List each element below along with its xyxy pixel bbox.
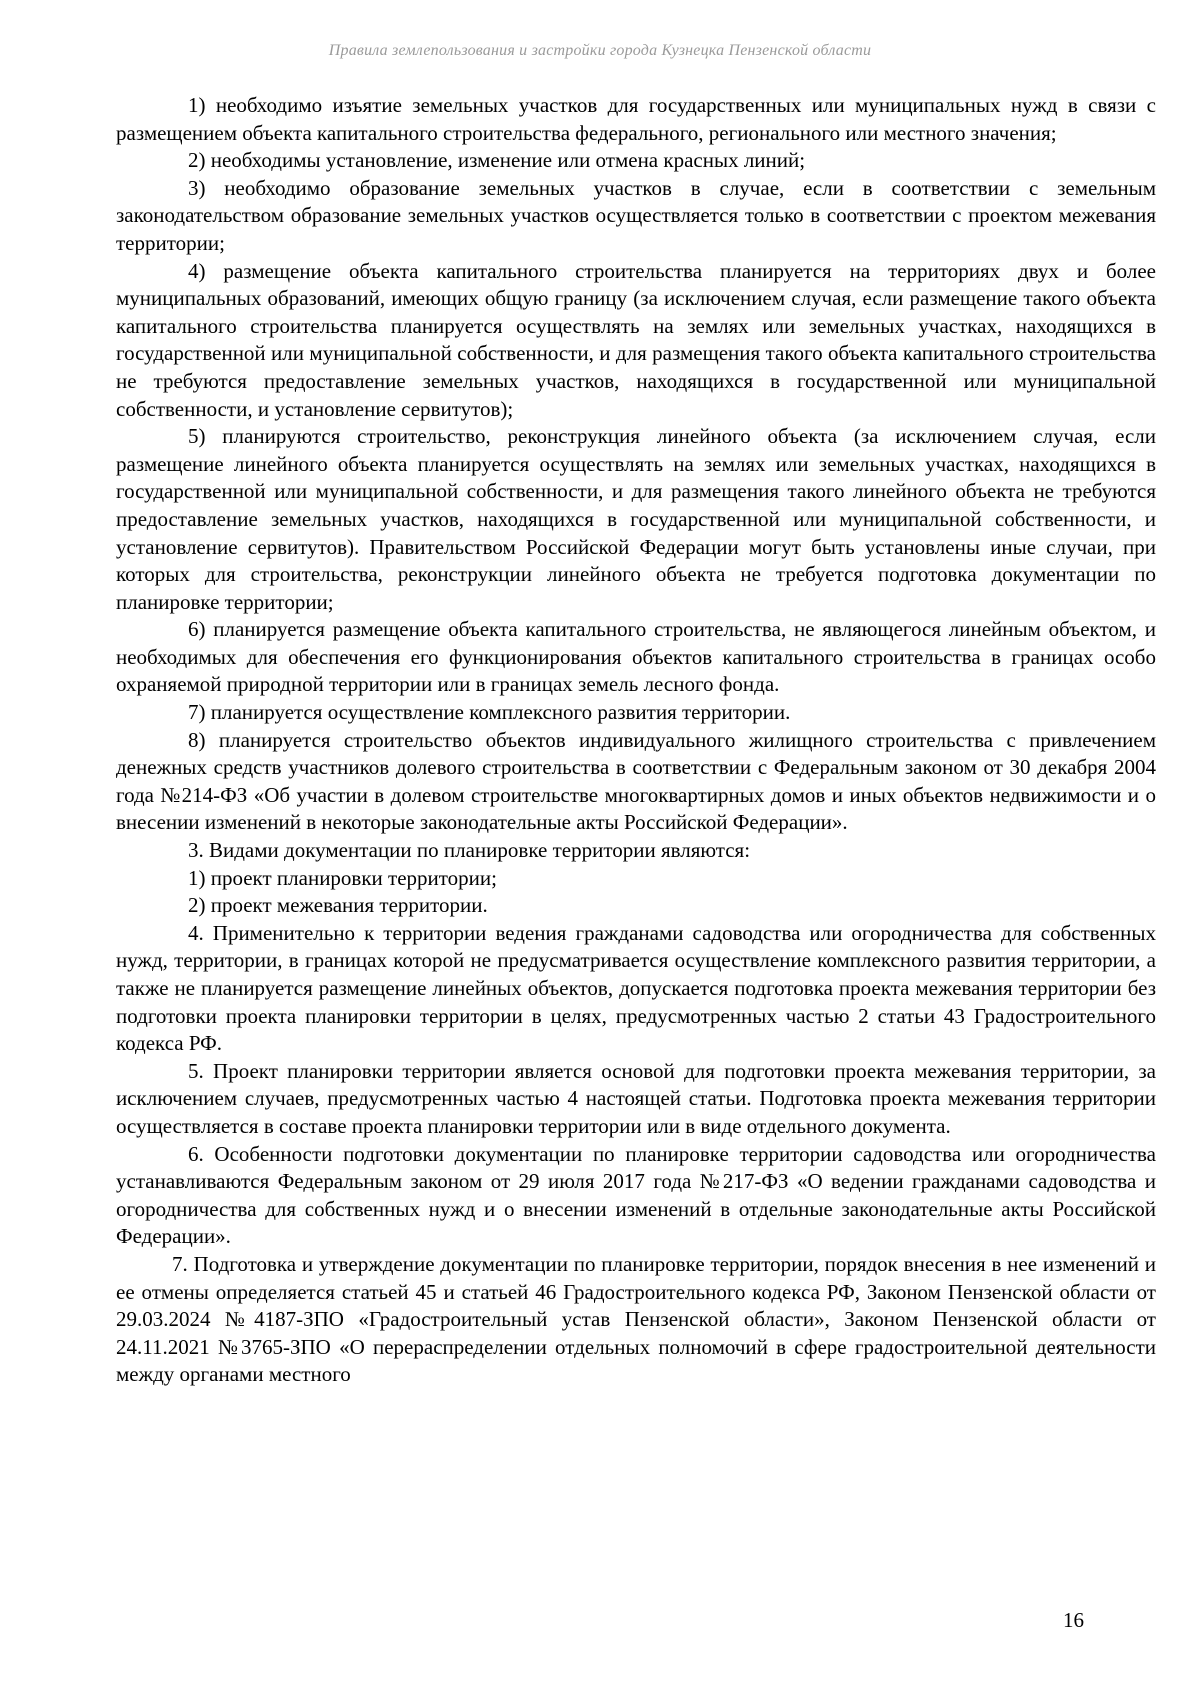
paragraph-item-6: 6) планируется размещение объекта капитального строительства, не являющегося линейным объектом, и необходимых для обеспечения его функционирования объектов капитального строительства в границах особо охраняемой природной территории или в границах земель лесного фонда.	[116, 617, 1156, 697]
paragraph-item-3: 3) необходимо образование земельных участков в случае, если в соответствии с земельным законодательством образование земельных участков осуществляется только в соответствии с проектом межевания территории;	[116, 175, 1156, 255]
paragraph-section-3: 3. Видами документации по планировке территории являются:	[188, 838, 751, 863]
paragraph-section-4: 4. Применительно к территории ведения гражданами садоводства или огородничества для собственных нужд, территории, в границах которой не предусматривается осуществление комплексного развития территории, а также не планируется размещение линейных объектов, допускается подготовка проекта межевания территории без подготовки проекта планировки территории в целях, предусмотренных частью 2 статьи 43 Градостроительного кодекса РФ.	[116, 920, 1156, 1056]
paragraph-item-8: 8) планируется строительство объектов индивидуального жилищного строительства с привлечением денежных средств участников долевого строительства в соответствии с Федеральным законом от 30 декабря 2004 года №214-ФЗ «Об участии в долевом строительстве многоквартирных домов и иных объектов недвижимости и о внесении изменений в некоторые законодательные акты Российской Федерации».	[116, 727, 1156, 835]
document-body	[116, 92, 1156, 1389]
paragraph-section-3-item-1: 1) проект планировки территории;	[188, 865, 497, 890]
running-header: Правила землепользования и застройки города Кузнецка Пензенской области	[328, 42, 872, 59]
paragraph-section-5: 5. Проект планировки территории является основой для подготовки проекта межевания территории, за исключением случаев, предусмотренных частью 4 настоящей статьи. Подготовка проекта межевания территории осуществляется в составе проекта планировки территории или в виде отдельного документа.	[116, 1058, 1156, 1138]
paragraph-item-7: 7) планируется осуществление комплексного развития территории.	[188, 700, 791, 725]
paragraph-section-7: 7. Подготовка и утверждение документации по планировке территории, порядок внесения в нее изменений и ее отмены определяется статьей 45 и статьей 46 Градостроительного кодекса РФ, Законом Пензенской области от 29.03.2024 №4187-ЗПО «Градостроительный устав Пензенской области», Законом Пензенской области от 24.11.2021 №3765-ЗПО «О перераспределении отдельных полномочий в сфере градостроительной деятельности между органами местного	[116, 1251, 1156, 1387]
paragraph-item-2: 2) необходимы установление, изменение или отмена красных линий;	[188, 148, 806, 173]
paragraph-section-6: 6. Особенности подготовки документации по планировке территории садоводства или огородничества устанавливаются Федеральным законом от 29 июля 2017 года №217-ФЗ «О ведении гражданами садоводства и огородничества для собственных нужд и о внесении изменений в отдельные законодательные акты Российской Федерации».	[116, 1141, 1156, 1249]
paragraph-item-5: 5) планируются строительство, реконструкция линейного объекта (за исключением случая, если размещение линейного объекта планируется осуществлять на землях или земельных участках, находящихся в государственной или муниципальной собственности, и для размещения такого линейного объекта не требуются предоставление земельных участков, находящихся в государственной или муниципальной собственности, и установление сервитутов). Правительством Российской Федерации могут быть установлены иные случаи, при которых для строительства, реконструкции линейного объекта не требуется подготовка документации по планировке территории;	[116, 424, 1156, 614]
paragraph-item-4: 4) размещение объекта капитального строительства планируется на территориях двух и более муниципальных образований, имеющих общую границу (за исключением случая, если размещение такого объекта капитального строительства планируется осуществлять на землях или земельных участках, находящихся в государственной или муниципальной собственности, и для размещения такого объекта капитального строительства не требуются предоставление земельных участков, находящихся в государственной или муниципальной собственности, и установление сервитутов);	[116, 258, 1156, 421]
paragraph-section-3-item-2: 2) проект межевания территории.	[188, 893, 488, 918]
paragraph-item-1: 1) необходимо изъятие земельных участков для государственных или муниципальных нужд в связи с размещением объекта капитального строительства федерального, регионального или местного значения;	[116, 93, 1156, 145]
page-number: 16	[1063, 1608, 1084, 1632]
